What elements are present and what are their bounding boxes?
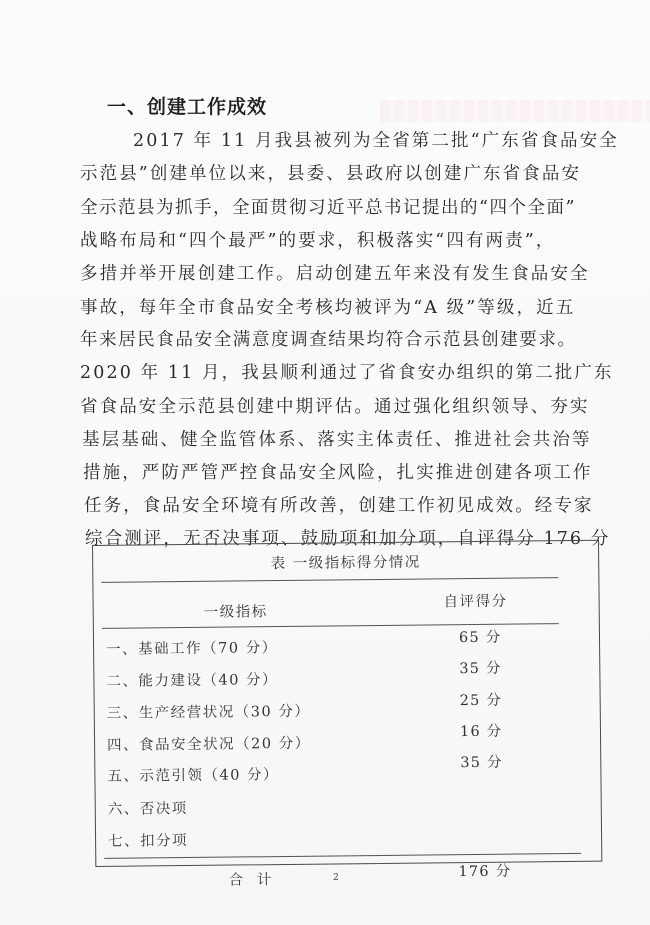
table-rule-total: [104, 853, 581, 859]
table-row-indicator: 五、示范引领（40 分）: [107, 767, 280, 785]
table-row-score: 25 分: [459, 692, 503, 710]
body-line: 2020 年 11 月，我县顺利通过了省食安办组织的第二批广东: [80, 363, 614, 383]
body-line: 事故，每年全市食品安全考核均被评为“A 级”等级，近五: [80, 298, 576, 318]
table-caption: 表 一级指标得分情况: [270, 554, 421, 573]
body-line: 省食品安全示范县创建中期评估。通过强化组织领导、夯实: [80, 397, 590, 417]
table-rule-top: [101, 577, 558, 583]
table-row-indicator: 三、生产经营状况（30 分）: [106, 703, 311, 722]
table-row-indicator: 一、基础工作（70 分）: [106, 640, 278, 658]
section-heading: 一、创建工作成效: [107, 96, 268, 118]
header-indicator: 一级指标: [203, 604, 268, 621]
body-line: 任务，食品安全环境有所改善，创建工作初见成效。经专家: [84, 496, 594, 516]
total-label: 合计: [228, 871, 286, 889]
body-line: 示范县”创建单位以来，县委、县政府以创建广东省食品安: [80, 164, 582, 184]
table-row-indicator: 七、扣分项: [108, 833, 189, 850]
body-line: 全示范县为抓手，全面贯彻习近平总书记提出的“四个全面”: [80, 198, 576, 218]
body-line: 综合测评，无否决事项、鼓励项和加分项，自评得分 176 分: [85, 529, 611, 549]
page-number: 2: [333, 873, 339, 883]
body-line: 战略布局和“四个最严”的要求，积极落实“四有两责”，: [80, 231, 556, 251]
score-table: [92, 540, 602, 889]
body-line: 年来居民食品安全满意度调查结果均符合示范县创建要求。: [80, 330, 577, 350]
total-score: 176 分: [458, 863, 512, 881]
body-line: 多措并举开展创建工作。启动创建五年来没有发生食品安全: [80, 264, 590, 284]
table-row-score: 65 分: [458, 629, 502, 647]
body-line: 2017 年 11 月我县被列为全省第二批“广东省食品安全: [133, 131, 619, 151]
body-line: 基层基础、健全监管体系、落实主体责任、推进社会共治等: [82, 430, 592, 450]
table-row-indicator: 二、能力建设（40 分）: [106, 672, 279, 690]
bleed-through-artifact: [380, 100, 650, 122]
table-row-score: 16 分: [459, 723, 503, 741]
header-score: 自评得分: [443, 593, 508, 611]
table-row-score: 35 分: [460, 754, 503, 772]
body-line: 措施，严防严管严控食品安全风险，扎实推进创建各项工作: [83, 463, 593, 483]
table-row-score: 35 分: [459, 660, 502, 678]
table-row-indicator: 四、食品安全状况（20 分）: [107, 735, 311, 754]
table-row-indicator: 六、否决项: [107, 801, 188, 818]
